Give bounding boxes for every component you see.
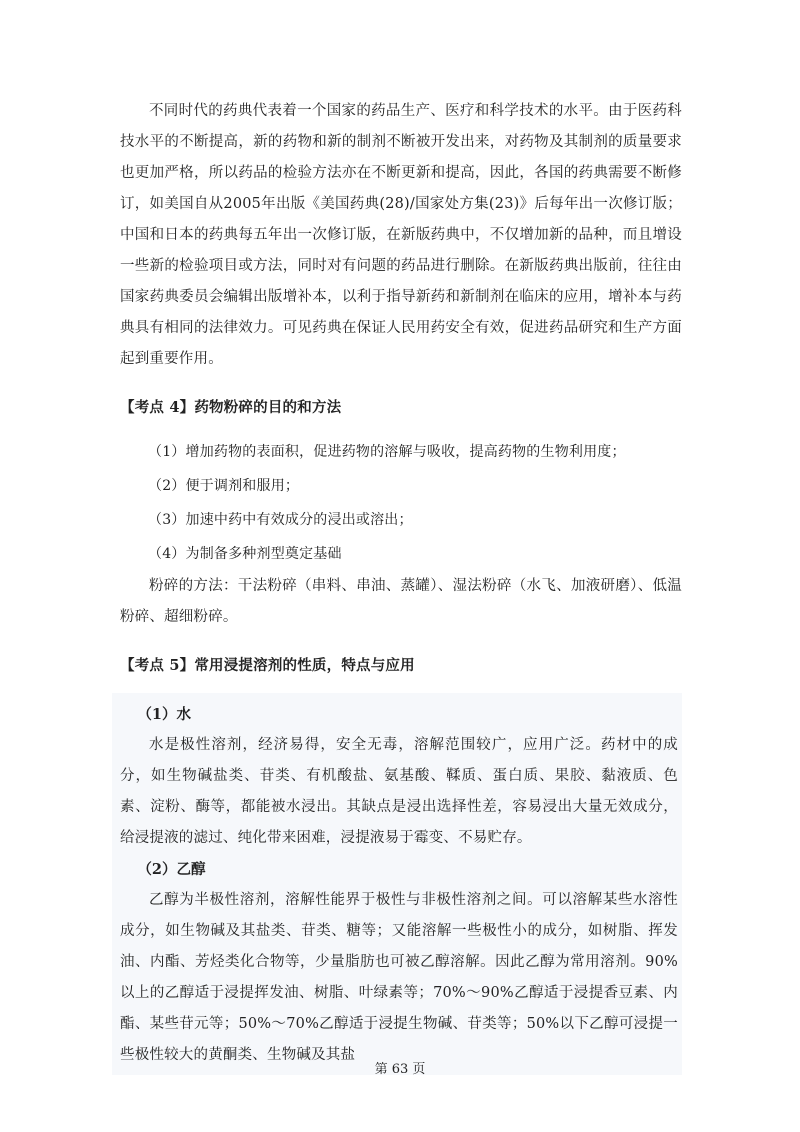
page-number: 第 63 页 (374, 1062, 426, 1077)
point4-list (120, 435, 682, 571)
point5-heading: 【考点 5】常用浸提溶剂的性质，特点与应用 (120, 657, 415, 674)
water-paragraph: 水是极性溶剂，经济易得，安全无毒，溶解范围较广，应用广泛。药材中的成分，如生物碱盐类、苷类、有机酸盐、氨基酸、鞣质、蛋白质、果胶、黏液质、色素、淀粉、酶等，都能被水浸出。其缺点是浸出选择性差，容易浸出大量无效成分，给浸提液的滤过、纯化带来困难，浸提液易于霉变、不易贮存。 (120, 737, 678, 846)
list-item: （4）为制备多种剂型奠定基础 (148, 546, 342, 562)
list-item: （2）便于调剂和服用； (148, 478, 300, 494)
intro-paragraph: 不同时代的药典代表着一个国家的药品生产、医疗和科学技术的水平。由于医药科技水平的不断提高，新的药物和新的制剂不断被开发出来，对药物及其制剂的质量要求也更加严格，所以药品的检验方法亦在不断更新和提高，因此，各国的药典需要不断修订，如美国自从2005年出版《美国药典(28)/国家处方集(23)》后每年出一次修订版；中国和日本的药典每五年出一次修订版，在新版药典中，不仅增加新的品种，而且增设一些新的检验项目或方法，同时对有问题的药品进行删除。在新版药典出版前，往往由国家药典委员会编辑出版增补本，以利于指导新药和新制剂在临床的应用，增补本与药典具有相同的法律效力。可见药典在保证人民用药安全有效，促进药品研究和生产方面起到重要作用。 (120, 103, 682, 367)
list-item: （1）增加药物的表面积，促进药物的溶解与吸收，提高药物的生物利用度； (148, 444, 626, 460)
ethanol-paragraph: 乙醇为半极性溶剂，溶解性能界于极性与非极性溶剂之间。可以溶解某些水溶性成分，如生物碱及其盐类、苷类、糖等；又能溶解一些极性小的成分，如树脂、挥发油、内酯、芳烃类化合物等，少量脂肪也可被乙醇溶解。因此乙醇为常用溶剂。90%以上的乙醇适于浸提挥发油、树脂、叶绿素等；70%～90%乙醇适于浸提香豆素、内酯、某些苷元等；50%～70%乙醇适于浸提生物碱、苷类等；50%以下乙醇可浸提一些极性较大的黄酮类、生物碱及其盐 (120, 892, 678, 1063)
solvent-section (112, 693, 682, 1075)
page-content (120, 96, 682, 1075)
crushing-methods-paragraph: 粉碎的方法：干法粉碎（串料、串油、蒸罐）、湿法粉碎（水飞、加液研磨）、低温粉碎、超细粉碎。 (120, 578, 682, 625)
water-subheading: （1）水 (137, 706, 191, 723)
list-item: （3）加速中药中有效成分的浸出或溶出； (148, 512, 413, 528)
ethanol-subheading: （2）乙醇 (137, 861, 206, 878)
point4-heading: 【考点 4】药物粉碎的目的和方法 (120, 399, 342, 416)
